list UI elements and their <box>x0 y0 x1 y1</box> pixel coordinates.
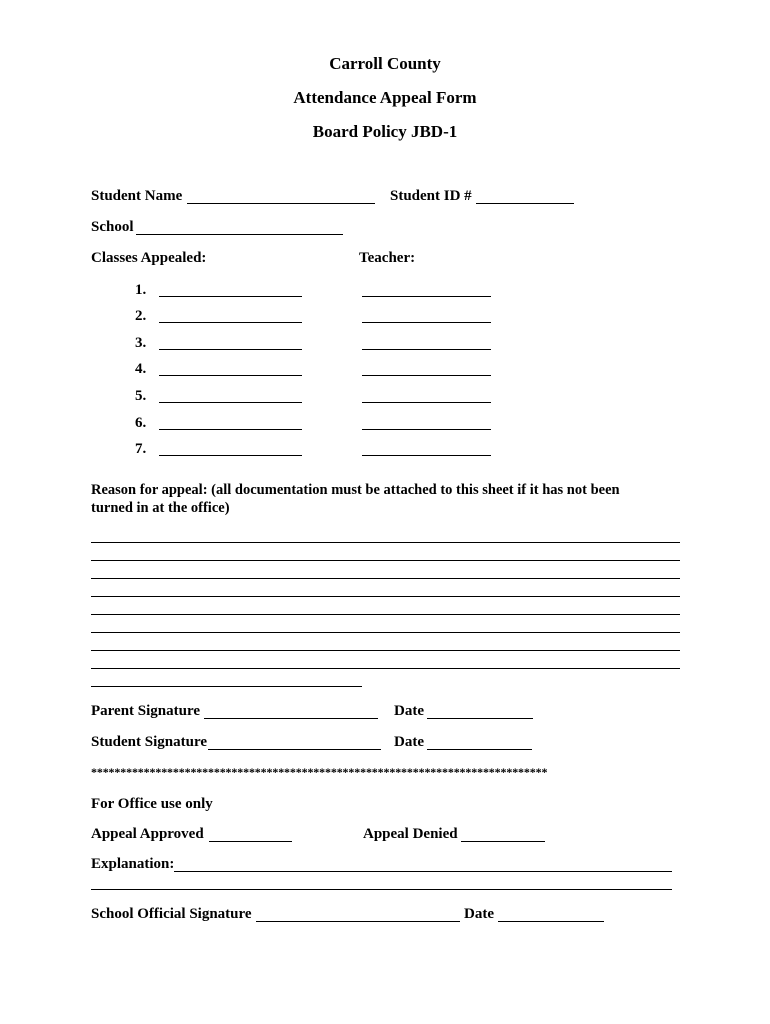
teacher-label: Teacher: <box>359 250 416 266</box>
class-number: 3. <box>135 335 147 351</box>
reason-line[interactable] <box>91 686 362 687</box>
appeal-approved-field[interactable] <box>209 841 292 842</box>
explanation-label: Explanation: <box>91 856 175 872</box>
class-field[interactable] <box>159 402 302 403</box>
official-date-label: Date <box>464 906 494 922</box>
class-field[interactable] <box>159 349 302 350</box>
appeal-approved-label: Appeal Approved <box>91 826 204 842</box>
reason-label-line2: turned in at the office) <box>91 500 230 516</box>
teacher-field[interactable] <box>362 402 491 403</box>
title-form-name: Attendance Appeal Form <box>293 88 477 107</box>
class-field[interactable] <box>159 296 302 297</box>
classes-appealed-label: Classes Appealed: <box>91 250 207 266</box>
teacher-field[interactable] <box>362 375 491 376</box>
student-date-label: Date <box>394 734 424 750</box>
class-field[interactable] <box>159 455 302 456</box>
student-id-label: Student ID # <box>390 188 472 204</box>
reason-line[interactable] <box>91 578 680 579</box>
student-name-label: Student Name <box>91 188 183 204</box>
parent-date-label: Date <box>394 703 424 719</box>
student-signature-field[interactable] <box>208 749 381 750</box>
title-county: Carroll County <box>329 54 441 73</box>
school-field[interactable] <box>136 234 343 235</box>
reason-line[interactable] <box>91 542 680 543</box>
teacher-field[interactable] <box>362 322 491 323</box>
reason-line[interactable] <box>91 560 680 561</box>
class-field[interactable] <box>159 375 302 376</box>
reason-line[interactable] <box>91 614 680 615</box>
class-field[interactable] <box>159 322 302 323</box>
student-name-field[interactable] <box>187 203 375 204</box>
class-number: 2. <box>135 308 147 324</box>
parent-date-field[interactable] <box>427 718 533 719</box>
parent-signature-label: Parent Signature <box>91 703 201 719</box>
explanation-field[interactable] <box>174 871 672 872</box>
class-number: 6. <box>135 415 147 431</box>
class-number: 4. <box>135 361 147 377</box>
reason-line[interactable] <box>91 632 680 633</box>
asterisk-separator: ****************************************************************************** <box>91 765 548 779</box>
parent-signature-field[interactable] <box>204 718 378 719</box>
appeal-denied-label: Appeal Denied <box>363 826 458 842</box>
office-use-heading: For Office use only <box>91 796 213 812</box>
student-date-field[interactable] <box>427 749 532 750</box>
school-label: School <box>91 219 134 235</box>
class-number: 7. <box>135 441 147 457</box>
official-signature-field[interactable] <box>256 921 460 922</box>
class-number: 5. <box>135 388 147 404</box>
reason-line[interactable] <box>91 596 680 597</box>
official-date-field[interactable] <box>498 921 604 922</box>
teacher-field[interactable] <box>362 296 491 297</box>
appeal-denied-field[interactable] <box>461 841 545 842</box>
explanation-field-line2[interactable] <box>91 889 672 890</box>
teacher-field[interactable] <box>362 349 491 350</box>
title-policy: Board Policy JBD-1 <box>312 122 458 141</box>
teacher-field[interactable] <box>362 429 491 430</box>
class-number: 1. <box>135 282 147 298</box>
student-signature-label: Student Signature <box>91 734 208 750</box>
official-signature-label: School Official Signature <box>91 906 252 922</box>
teacher-field[interactable] <box>362 455 491 456</box>
reason-label-line1: Reason for appeal: (all documentation must be attached to this sheet if it has not been <box>91 482 620 498</box>
reason-line[interactable] <box>91 650 680 651</box>
student-id-field[interactable] <box>476 203 574 204</box>
reason-line[interactable] <box>91 668 680 669</box>
class-field[interactable] <box>159 429 302 430</box>
